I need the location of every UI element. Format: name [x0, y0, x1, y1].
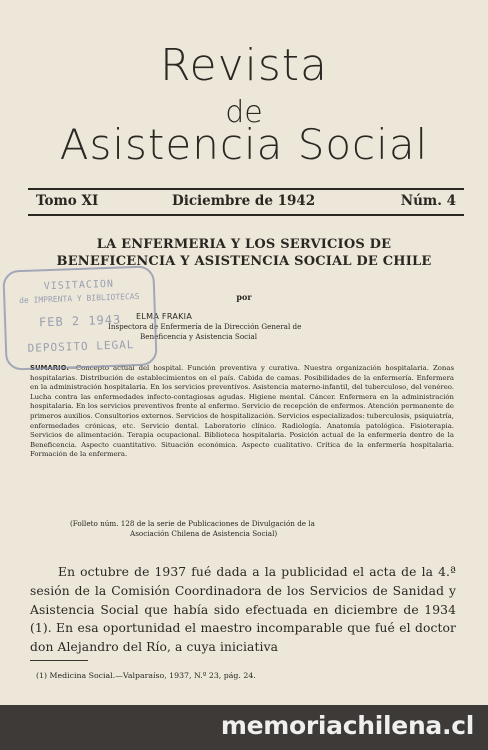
- author-name: ELMA FRAKIA: [136, 312, 193, 321]
- article-title-line-1: LA ENFERMERIA Y LOS SERVICIOS DE: [96, 237, 392, 252]
- stamp-line-1: VISITACION: [43, 278, 115, 293]
- stamp-line-4: DEPOSITO LEGAL: [27, 338, 135, 355]
- masthead-de: de: [225, 95, 263, 130]
- issue-number: Núm. 4: [400, 193, 456, 209]
- author-role-line-1: Inspectora de Enfermería de la Dirección General de: [108, 322, 302, 331]
- footnote: (1) Medicina Social.—Valparaíso, 1937, N.º 23, pág. 24.: [36, 671, 256, 680]
- issue-date: Diciembre de 1942: [172, 193, 316, 209]
- memoriachilena-logo-link[interactable]: memoriachilena.cl: [220, 711, 474, 740]
- summary-label: SUMARIO.: [30, 364, 69, 372]
- summary-block: [30, 364, 454, 460]
- article-title: [30, 236, 458, 270]
- stamp-date: FEB 2 1943: [38, 312, 122, 330]
- footnote-rule: [30, 660, 88, 661]
- article-title-line-2: BENEFICENCIA Y ASISTENCIA SOCIAL DE CHILE: [56, 254, 432, 269]
- masthead-asistencia-social: Asistencia Social: [59, 120, 429, 169]
- issue-tomo: Tomo XI: [36, 193, 99, 209]
- body-paragraph: En octubre de 1937 fué dada a la publicidad el acta de la 4.ª sesión de la Comisión Coordinadora de los Servicios de Sanidad y Asistencia Social que había sido efectuada en diciembre de 1934 (1). En esa oportunidad el maestro incomparable que fué el doctor don Alejandro del Río, a cuya iniciativa: [30, 565, 456, 655]
- masthead-revista: Revista: [159, 40, 329, 91]
- byline-por: por: [236, 292, 252, 302]
- library-stamp: [2, 265, 157, 370]
- summary-text: —Concepto actual del hospital. Función preventiva y curativa. Nuestra organización hospitalaria. Zonas hospitalarias. Distribución de establecimientos en el país. Cabida de camas. Posibilidades de la enfermería. Enfermera en la administración hospitalaria. En los servicios preventivos. Asistencia materno-infantil, del tuberculoso, del venéreo. Lucha contra las enfermedades infecto-contagiosas agudas. Higiene mental. Cáncer. Enfermera en la administración hospitalaria. En los servicios preventivos frente al enfermo. Servicio de recepción de enfermos. Atención permanente de primeros auxilios. Consultorios externos. Servicios de hospitalización. Servicios especializados: tuberculosis, psiquiatría, enfermedades crónicas, etc. Servicio dental. Laboratorio clínico. Radiología. Anatomía patológica. Fisioterapia. Servicios de alimentación. Terapia ocupacional. Biblioteca hospitalaria. Posición actual de la enfermería dentro de la Beneficencia. Aspecto cuantitativo. Situación económica. Aspecto cualitativo. Crítica de la enfermería hospitalaria. Formación de la enfermera.: [30, 364, 454, 459]
- pamphlet-note: [70, 519, 430, 539]
- issue-info-row: [36, 193, 456, 211]
- pamphlet-note-line-1: (Folleto núm. 128 de la serie de Publicaciones de Divulgación de la: [70, 519, 315, 528]
- author-role-line-2: Beneficencia y Asistencia Social: [140, 332, 258, 341]
- issue-rule-top: [28, 188, 464, 190]
- stamp-line-2: de IMPRENTA Y BIBLIOTECAS: [18, 291, 140, 306]
- issue-rule-bottom: [28, 214, 464, 216]
- pamphlet-note-line-2: Asociación Chilena de Asistencia Social): [130, 529, 278, 538]
